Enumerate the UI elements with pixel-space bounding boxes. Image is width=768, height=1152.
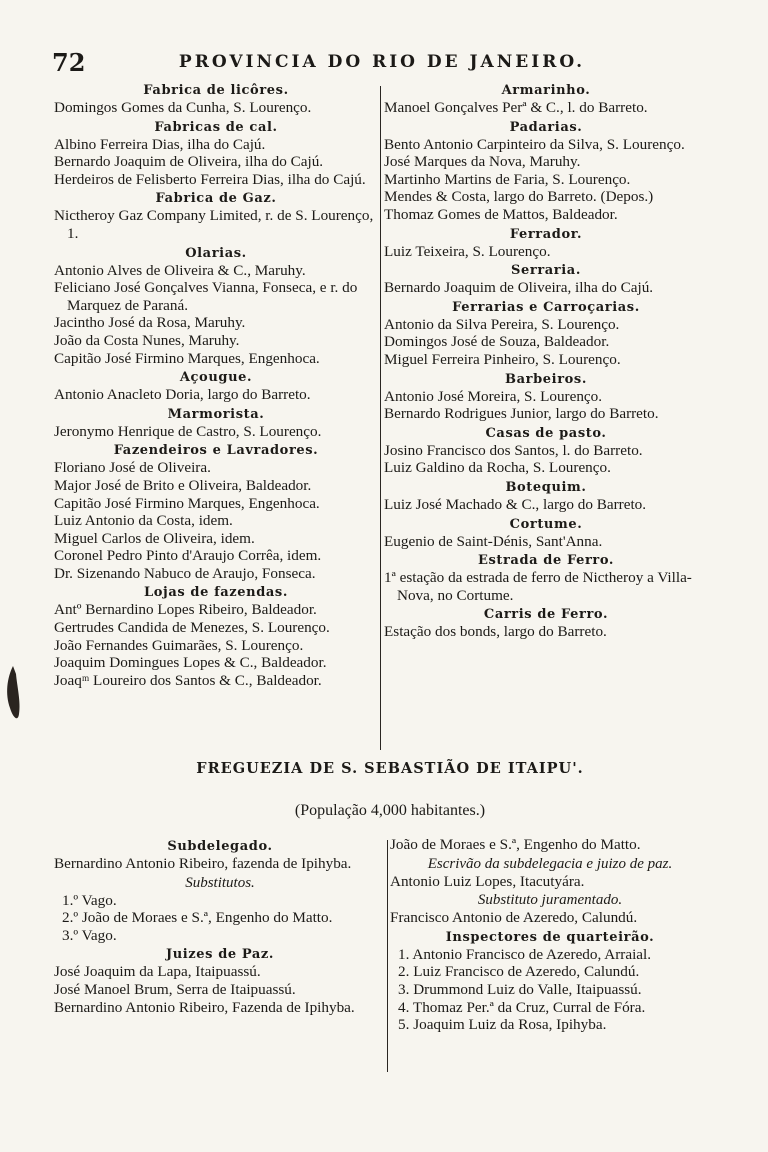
directory-entry: Domingos José de Souza, Baldeador.: [384, 333, 610, 351]
section-heading: Cortume.: [509, 516, 583, 532]
section-heading: Fazendeiros e Lavradores.: [113, 443, 319, 459]
directory-entry: Antonio Luiz Lopes, Itacutyára.: [390, 872, 585, 890]
section-heading: Casas de pasto.: [485, 425, 607, 441]
directory-entry: Antonio José Moreira, S. Lourenço.: [384, 387, 603, 405]
directory-entry: José Marques da Nova, Maruhy.: [384, 153, 581, 171]
directory-entry: João da Costa Nunes, Maruhy.: [54, 331, 240, 349]
directory-entry: Antonio Alves de Oliveira & C., Maruhy.: [54, 261, 306, 279]
numbered-entry: 3.º Vago.: [62, 926, 117, 944]
section-heading: Estrada de Ferro.: [477, 553, 615, 569]
directory-entry: Luiz Teixeira, S. Lourenço.: [384, 242, 551, 260]
section-heading: Botequim.: [505, 479, 587, 495]
directory-entry: Feliciano José Gonçalves Vianna, Fonseca, e r. do Marquez de Paraná.: [54, 279, 358, 314]
directory-entry: Bernardo Joaquim de Oliveira, ilha do Cajú.: [54, 153, 324, 171]
directory-entry: Luiz Antonio da Costa, idem.: [54, 512, 233, 530]
directory-entry: Nictheroy Gaz Company Limited, r. de S. Lourenço, 1.: [54, 207, 374, 242]
column-divider-bottom: [387, 840, 388, 1072]
section-heading: Fabricas de cal.: [154, 119, 278, 135]
directory-entry: José Manoel Brum, Serra de Itaipuassú.: [54, 980, 296, 998]
directory-entry: Bernardo Joaquim de Oliveira, ilha do Cajú.: [384, 279, 654, 297]
directory-entry: Mendes & Costa, largo do Barreto. (Depos.): [384, 188, 654, 206]
directory-entry: Dr. Sizenando Nabuco de Araujo, Fonseca.: [54, 564, 316, 582]
directory-entry: Thomaz Gomes de Mattos, Baldeador.: [384, 205, 618, 223]
directory-entry: Antonio Anacleto Doria, largo do Barreto.: [54, 386, 311, 404]
directory-entry: Jacintho José da Rosa, Maruhy.: [54, 314, 246, 332]
directory-entry: Bento Antonio Carpinteiro da Silva, S. Lourenço.: [384, 135, 685, 153]
directory-entry: Floriano José de Oliveira.: [54, 459, 211, 477]
population-note: (População 4,000 habitantes.): [294, 802, 486, 819]
page-number: 72: [52, 48, 86, 77]
section-heading: Ferrador.: [509, 226, 583, 242]
running-header: [52, 48, 712, 78]
directory-entry: Luiz José Machado & C., largo do Barreto.: [384, 495, 647, 513]
directory-entry: Francisco Antonio de Azeredo, Calundú.: [390, 909, 638, 927]
directory-entry: Miguel Ferreira Pinheiro, S. Lourenço.: [384, 350, 621, 368]
directory-entry: Capitão José Firmino Marques, Engenhoca.: [54, 349, 320, 367]
section-heading: Açougue.: [179, 370, 253, 386]
directory-entry: Antº Bernardino Lopes Ribeiro, Baldeador.: [54, 601, 317, 619]
directory-entry: Bernardino Antonio Ribeiro, fazenda de Ipihyba.: [54, 855, 352, 872]
directory-entry: Jeronymo Henrique de Castro, S. Lourenço.: [54, 422, 322, 440]
numbered-entry: 2.º João de Moraes e S.ª, Engenho do Matto.: [62, 909, 333, 927]
section-subheading: Escrivão da subdelegacia e juizo de paz.: [427, 855, 673, 872]
directory-entry: Bernardo Rodrigues Junior, largo do Barreto.: [384, 405, 659, 423]
directory-entry: Gertrudes Candida de Menezes, S. Lourenço.: [54, 619, 330, 637]
directory-entry: Albino Ferreira Dias, ilha do Cajú.: [54, 135, 266, 153]
section-heading: Juizes de Paz.: [165, 947, 275, 963]
ink-blot-mark: [4, 664, 22, 724]
section-heading: Padarias.: [509, 119, 583, 135]
directory-entry: Luiz Galdino da Rocha, S. Lourenço.: [384, 459, 611, 477]
right-column-top: [384, 80, 708, 641]
directory-entry: 1ª estação da estrada de ferro de Nictheroy a Villa-Nova, no Cortume.: [384, 569, 692, 604]
section-heading: Marmorista.: [167, 406, 265, 422]
directory-entry: Joaquim Domingues Lopes & C., Baldeador.: [54, 654, 327, 672]
section-subheading: Substituto juramentado.: [477, 892, 623, 909]
directory-entry: Bernardino Antonio Ribeiro, Fazenda de Ipihyba.: [54, 998, 355, 1016]
directory-entry: Coronel Pedro Pinto d'Araujo Corrêa, idem.: [54, 547, 322, 565]
directory-entry: Capitão José Firmino Marques, Engenhoca.: [54, 494, 320, 512]
directory-entry: Manoel Gonçalves Perª & C., l. do Barreto.: [384, 99, 648, 116]
numbered-entry: 1.º Vago.: [62, 891, 117, 909]
left-column-top: [54, 80, 378, 689]
numbered-entry: 4. Thomaz Per.ª da Cruz, Curral de Fóra.: [398, 998, 646, 1016]
section-heading: Ferrarias e Carroçarias.: [452, 299, 640, 315]
directory-entry: Antonio da Silva Pereira, S. Lourenço.: [384, 315, 620, 333]
directory-entry: Eugenio de Saint-Dénis, Sant'Anna.: [384, 532, 603, 550]
numbered-entry: 2. Luiz Francisco de Azeredo, Calundú.: [398, 963, 640, 981]
numbered-entry: 3. Drummond Luiz do Valle, Itaipuassú.: [398, 980, 642, 998]
directory-entry: Martinho Martins de Faria, S. Lourenço.: [384, 170, 631, 188]
directory-entry: Herdeiros de Felisberto Ferreira Dias, ilha do Cajú.: [54, 170, 366, 188]
section-heading: Lojas de fazendas.: [144, 585, 288, 601]
section-heading: Olarias.: [185, 245, 247, 261]
numbered-entry: 1. Antonio Francisco de Azeredo, Arraial.: [398, 945, 652, 963]
section-heading: Armarinho.: [501, 83, 591, 98]
directory-entry: Estação dos bonds, largo do Barreto.: [384, 623, 607, 641]
directory-entry: Major José de Brito e Oliveira, Baldeador.: [54, 476, 312, 494]
numbered-entry: 5. Joaquim Luiz da Rosa, Ipihyba.: [398, 1016, 607, 1034]
directory-entry: João de Moraes e S.ª, Engenho do Matto.: [390, 836, 641, 853]
directory-entry: Domingos Gomes da Cunha, S. Lourenço.: [54, 99, 312, 116]
section-subheading: Substitutos.: [185, 874, 255, 891]
directory-entry: João Fernandes Guimarães, S. Lourenço.: [54, 636, 304, 654]
column-divider-top: [380, 86, 381, 750]
freguezia-title: FREGUEZIA DE S. SEBASTIÃO DE ITAIPU'.: [196, 760, 584, 777]
right-column-bottom: [390, 836, 710, 1034]
page-title: PROVINCIA DO RIO DE JANEIRO.: [178, 52, 586, 72]
section-heading: Carris de Ferro.: [483, 607, 609, 623]
directory-entry: Miguel Carlos de Oliveira, idem.: [54, 529, 255, 547]
directory-entry: José Joaquim da Lapa, Itaipuassú.: [54, 963, 261, 981]
section-heading: Inspectores de quarteirão.: [445, 929, 655, 945]
section-heading: Serraria.: [511, 263, 581, 279]
section-heading: Fabrica de licôres.: [143, 83, 289, 98]
left-column-bottom: [54, 836, 386, 1016]
section-heading: Barbeiros.: [505, 371, 587, 387]
section-heading: Fabrica de Gaz.: [155, 191, 277, 207]
directory-entry: Josino Francisco dos Santos, l. do Barreto.: [384, 441, 643, 459]
section-heading: Subdelegado.: [167, 839, 273, 854]
directory-entry: Joaqᵐ Loureiro dos Santos & C., Baldeador.: [54, 671, 322, 689]
